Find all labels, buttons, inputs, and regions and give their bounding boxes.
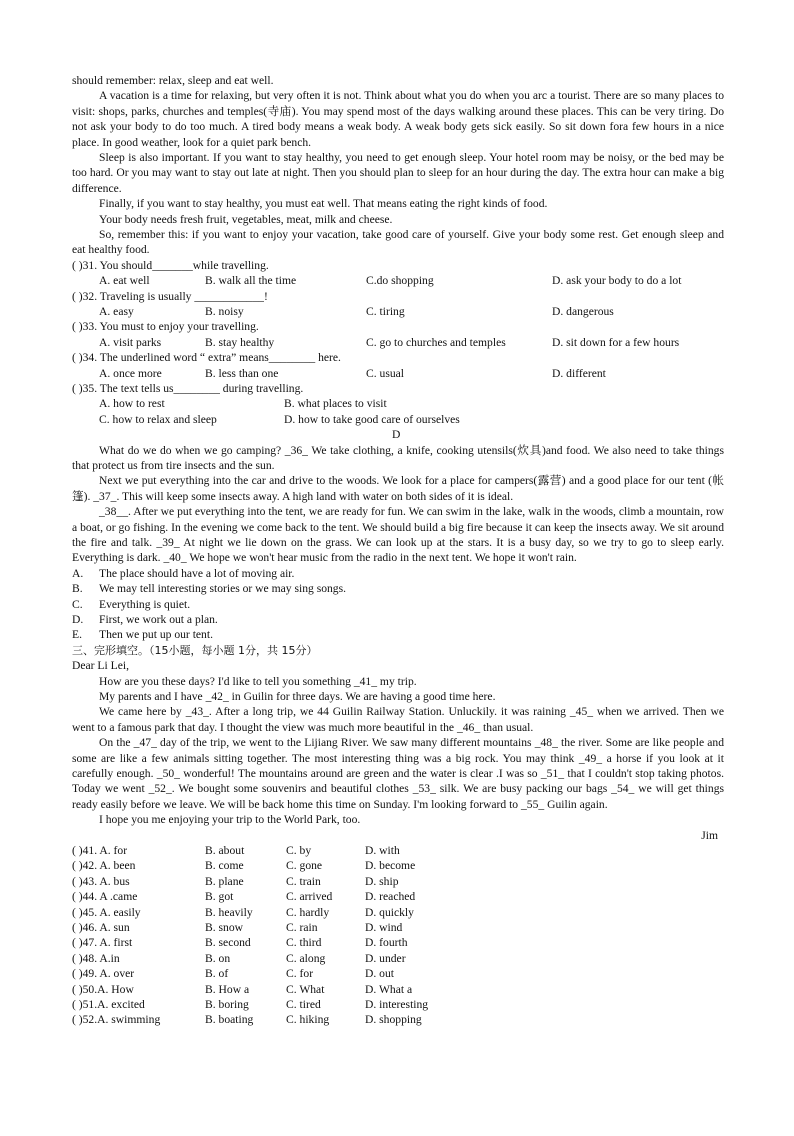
signature: Jim xyxy=(701,828,718,842)
cloze-question-43 xyxy=(72,874,724,889)
section-letter: D xyxy=(392,428,401,442)
cloze-paragraph: How are you these days? I'd like to tell you something _41_ my trip. xyxy=(99,674,417,688)
option-d: D. quickly xyxy=(365,905,414,919)
question-32-options xyxy=(72,304,724,319)
option-d: D. under xyxy=(365,951,406,965)
cloze-paragraph: We came here by _43_. After a long trip, we 44 Guilin Railway Station. Unluckily. it was raining _45_ when we arrived. Then we went to a famous park that day. I thought the view was much more beautiful in the _46_ than usual. xyxy=(72,705,724,734)
question-35-options-ab xyxy=(72,396,724,411)
option-d: D. how to take good care of ourselves xyxy=(284,412,460,426)
question-stem: ( )35. The text tells us________ during travelling. xyxy=(72,382,304,395)
passage-d-option xyxy=(72,566,724,581)
option-c: C. hiking xyxy=(286,1013,330,1027)
option-b: B. snow xyxy=(205,920,244,934)
cloze-question-45 xyxy=(72,905,724,920)
option-text: The place should have a lot of moving air. xyxy=(99,566,295,580)
question-number-option-a: ( )51.A. excited xyxy=(72,997,145,1011)
question-number-option-a: ( )48. A.in xyxy=(72,951,120,965)
question-35 xyxy=(72,381,724,396)
option-b: B. got xyxy=(205,890,234,904)
option-d: D. reached xyxy=(365,890,416,904)
cloze-question-44 xyxy=(72,889,724,904)
passage-c-paragraph: So, remember this: if you want to enjoy your vacation, take good care of yourself. Give your body some rest. Get enough sleep and eat healthy food. xyxy=(72,228,724,257)
option-d: D. dangerous xyxy=(552,305,614,319)
option-d: D. wind xyxy=(365,920,403,934)
question-33-options xyxy=(72,335,724,350)
cloze-question-42 xyxy=(72,858,724,873)
cloze-paragraph: I hope you me enjoying your trip to the World Park, too. xyxy=(99,813,361,827)
question-number-option-a: ( )52.A. swimming xyxy=(72,1013,161,1027)
option-text: We may tell interesting stories or we may sing songs. xyxy=(99,582,347,596)
option-d: D. become xyxy=(365,859,416,873)
option-d: D. shopping xyxy=(365,1013,422,1027)
question-34-options xyxy=(72,366,724,381)
question-31-options xyxy=(72,273,724,288)
question-number-option-a: ( )47. A. first xyxy=(72,936,133,950)
passage-c-paragraph: should remember: relax, sleep and eat well. xyxy=(72,74,274,87)
option-text: Everything is quiet. xyxy=(99,597,191,611)
option-c: C. for xyxy=(286,967,314,981)
passage-d-paragraph: _38__. After we put everything into the tent, we are ready for fun. We can swim in the lake, walk in the woods, climb a mountain, row a boat, or go fishing. In the evening we come back to the tent. We should build a big fire because it can keep the insects away. We sit around the fire and talk. _39_ At night we lie down on the grass. We can look up at the stars. It is a busy day, so we try to go to sleep early. Everything is dark. _40_ We hope we won't hear music from the radio in the next tent. We hope it won't rain. xyxy=(72,505,724,565)
option-letter: B. xyxy=(72,582,83,596)
option-b: B. about xyxy=(205,844,245,857)
cloze-question-52 xyxy=(72,1012,724,1027)
question-34 xyxy=(72,350,724,365)
option-d: D. What a xyxy=(365,982,413,996)
option-b: B. noisy xyxy=(205,305,244,319)
cloze-question-41 xyxy=(72,843,724,858)
option-c: C. train xyxy=(286,874,321,888)
option-c: C. by xyxy=(286,844,312,857)
passage-d-option xyxy=(72,627,724,642)
question-32 xyxy=(72,289,724,304)
cloze-section-title xyxy=(72,643,724,658)
cloze-question-48 xyxy=(72,951,724,966)
option-c: C. arrived xyxy=(286,890,333,904)
option-d: D. fourth xyxy=(365,936,408,950)
option-d: D. out xyxy=(365,967,394,981)
option-c: C. tiring xyxy=(366,305,405,319)
option-c: C.do shopping xyxy=(366,274,434,288)
question-number-option-a: ( )49. A. over xyxy=(72,967,135,981)
option-b: B. stay healthy xyxy=(205,335,275,349)
option-d: D. ship xyxy=(365,874,399,888)
option-b: B. walk all the time xyxy=(205,274,297,288)
letter-greeting xyxy=(72,658,724,673)
option-b: B. plane xyxy=(205,874,244,888)
question-stem: ( )34. The underlined word “ extra” means________ here. xyxy=(72,351,341,365)
passage-d-option xyxy=(72,597,724,612)
option-a: A. easy xyxy=(99,305,134,319)
option-text: Then we put up our tent. xyxy=(99,628,213,642)
option-c: C. tired xyxy=(286,997,321,1011)
option-d: D. ask your body to do a lot xyxy=(552,274,682,288)
option-b: B. what places to visit xyxy=(284,397,387,411)
option-letter: C. xyxy=(72,597,83,611)
option-d: D. different xyxy=(552,366,606,380)
letter-signature xyxy=(72,828,724,843)
option-b: B. on xyxy=(205,951,231,965)
question-number-option-a: ( )41. A. for xyxy=(72,844,128,857)
option-text: First, we work out a plan. xyxy=(99,612,218,626)
cloze-paragraph: My parents and I have _42_ in Guilin for three days. We are having a good time here. xyxy=(99,689,496,703)
option-b: B. second xyxy=(205,936,251,950)
option-b: B. boating xyxy=(205,1013,254,1027)
option-a: A. once more xyxy=(99,366,162,380)
passage-c-paragraph: A vacation is a time for relaxing, but very often it is not. Think about what you do when you arc a tourist. There are so many places to visit: shops, parks, churches and temples(寺庙). You may spend most of the days walking around these places. This can be very tiring. Do not ask your body to do too much. A tired body means a weak body. A weak body gets sick easily. So sit down fora few hours in a nice place. In good weather, look for a quiet park bench. xyxy=(72,89,724,149)
cloze-question-47 xyxy=(72,935,724,950)
option-letter: E. xyxy=(72,628,82,642)
passage-d-paragraph: What do we do when we go camping? _36_ We take clothing, a knife, cooking utensils(炊具)and food. We also need to take things that protect us from tire insects and the sun. xyxy=(72,443,724,472)
option-b: B. How a xyxy=(205,982,250,996)
option-b: B. heavily xyxy=(205,905,253,919)
question-31 xyxy=(72,258,724,273)
question-number-option-a: ( )46. A. sun xyxy=(72,920,130,934)
passage-d-option xyxy=(72,581,724,596)
option-c: C. rain xyxy=(286,920,318,934)
option-b: B. come xyxy=(205,859,244,873)
cloze-question-list xyxy=(72,843,724,1028)
option-d: D. with xyxy=(365,844,400,857)
question-number-option-a: ( )44. A .came xyxy=(72,890,138,904)
question-number-option-a: ( )43. A. bus xyxy=(72,874,130,888)
question-stem: ( )33. You must to enjoy your travelling. xyxy=(72,320,259,334)
option-d: D. sit down for a few hours xyxy=(552,335,680,349)
cloze-question-49 xyxy=(72,966,724,981)
question-33 xyxy=(72,319,724,334)
section-title: 三、完形填空。（15小题，每小题 1分，共 15分） xyxy=(72,643,318,657)
option-d: D. interesting xyxy=(365,997,429,1011)
question-number-option-a: ( )50.A. How xyxy=(72,982,134,996)
option-c: C. go to churches and temples xyxy=(366,335,506,349)
passage-c-paragraph: Sleep is also important. If you want to stay healthy, you need to get enough sleep. Your hotel room may be noisy, or the bed may be too hard. Or you may want to stay out late at night. Then you should plan to sleep for an hour during the day. The extra hour can make a big difference. xyxy=(72,151,724,195)
question-number-option-a: ( )45. A. easily xyxy=(72,905,141,919)
option-a: A. eat well xyxy=(99,274,150,288)
greeting: Dear Li Lei, xyxy=(72,659,129,673)
passage-c-paragraph: Finally, if you want to stay healthy, you must eat well. That means eating the right kinds of food. xyxy=(99,197,548,211)
option-c: C. third xyxy=(286,936,322,950)
question-35-options-cd xyxy=(72,412,724,427)
passage-d-option xyxy=(72,612,724,627)
cloze-paragraph: On the _47_ day of the trip, we went to the Lijiang River. We saw many different mountains _48_ the river. Some are like people and some are like a few animals sitting together. The most interesting thing was a big rock. You may think _49_ a horse if you look at it carefully enough. _50_ wonderful! The mountains around are green and the water is clear .I was so _51_ that I couldn't stop taking photos. Today we went _52_. We bought some souvenirs and beautiful clothes _53_ silk. We are busy packing our bags _54_ we will get things ready easily before we leave. We will be back home this time on Sunday. I'm looking forward to _55_ Guilin again. xyxy=(72,736,724,811)
passage-d-paragraph: Next we put everything into the car and drive to the woods. We look for a place for campers(露营) and a good place for our tent (帐篷). _37_. This will keep some insects away. A high land with water on both sides of it is ideal. xyxy=(72,474,724,503)
option-c: C. gone xyxy=(286,859,323,873)
passage-d-heading xyxy=(72,427,724,442)
option-a: A. visit parks xyxy=(99,335,162,349)
option-b: B. less than one xyxy=(205,366,279,380)
option-b: B. boring xyxy=(205,997,249,1011)
passage-c xyxy=(72,73,724,1028)
option-c: C. hardly xyxy=(286,905,330,919)
option-b: B. of xyxy=(205,967,229,981)
question-stem: ( )32. Traveling is usually ____________! xyxy=(72,289,268,303)
question-stem: ( )31. You should_______while travelling. xyxy=(72,258,269,272)
option-c: C. how to relax and sleep xyxy=(99,412,217,426)
option-c: C. along xyxy=(286,951,326,965)
option-letter: A. xyxy=(72,566,84,580)
option-a: A. how to rest xyxy=(99,397,165,411)
option-letter: D. xyxy=(72,612,84,626)
cloze-question-51 xyxy=(72,997,724,1012)
option-c: C. What xyxy=(286,982,325,996)
option-c: C. usual xyxy=(366,366,405,380)
cloze-question-46 xyxy=(72,920,724,935)
passage-c-paragraph: Your body needs fresh fruit, vegetables, meat, milk and cheese. xyxy=(99,212,393,226)
question-number-option-a: ( )42. A. been xyxy=(72,859,136,873)
cloze-question-50 xyxy=(72,982,724,997)
